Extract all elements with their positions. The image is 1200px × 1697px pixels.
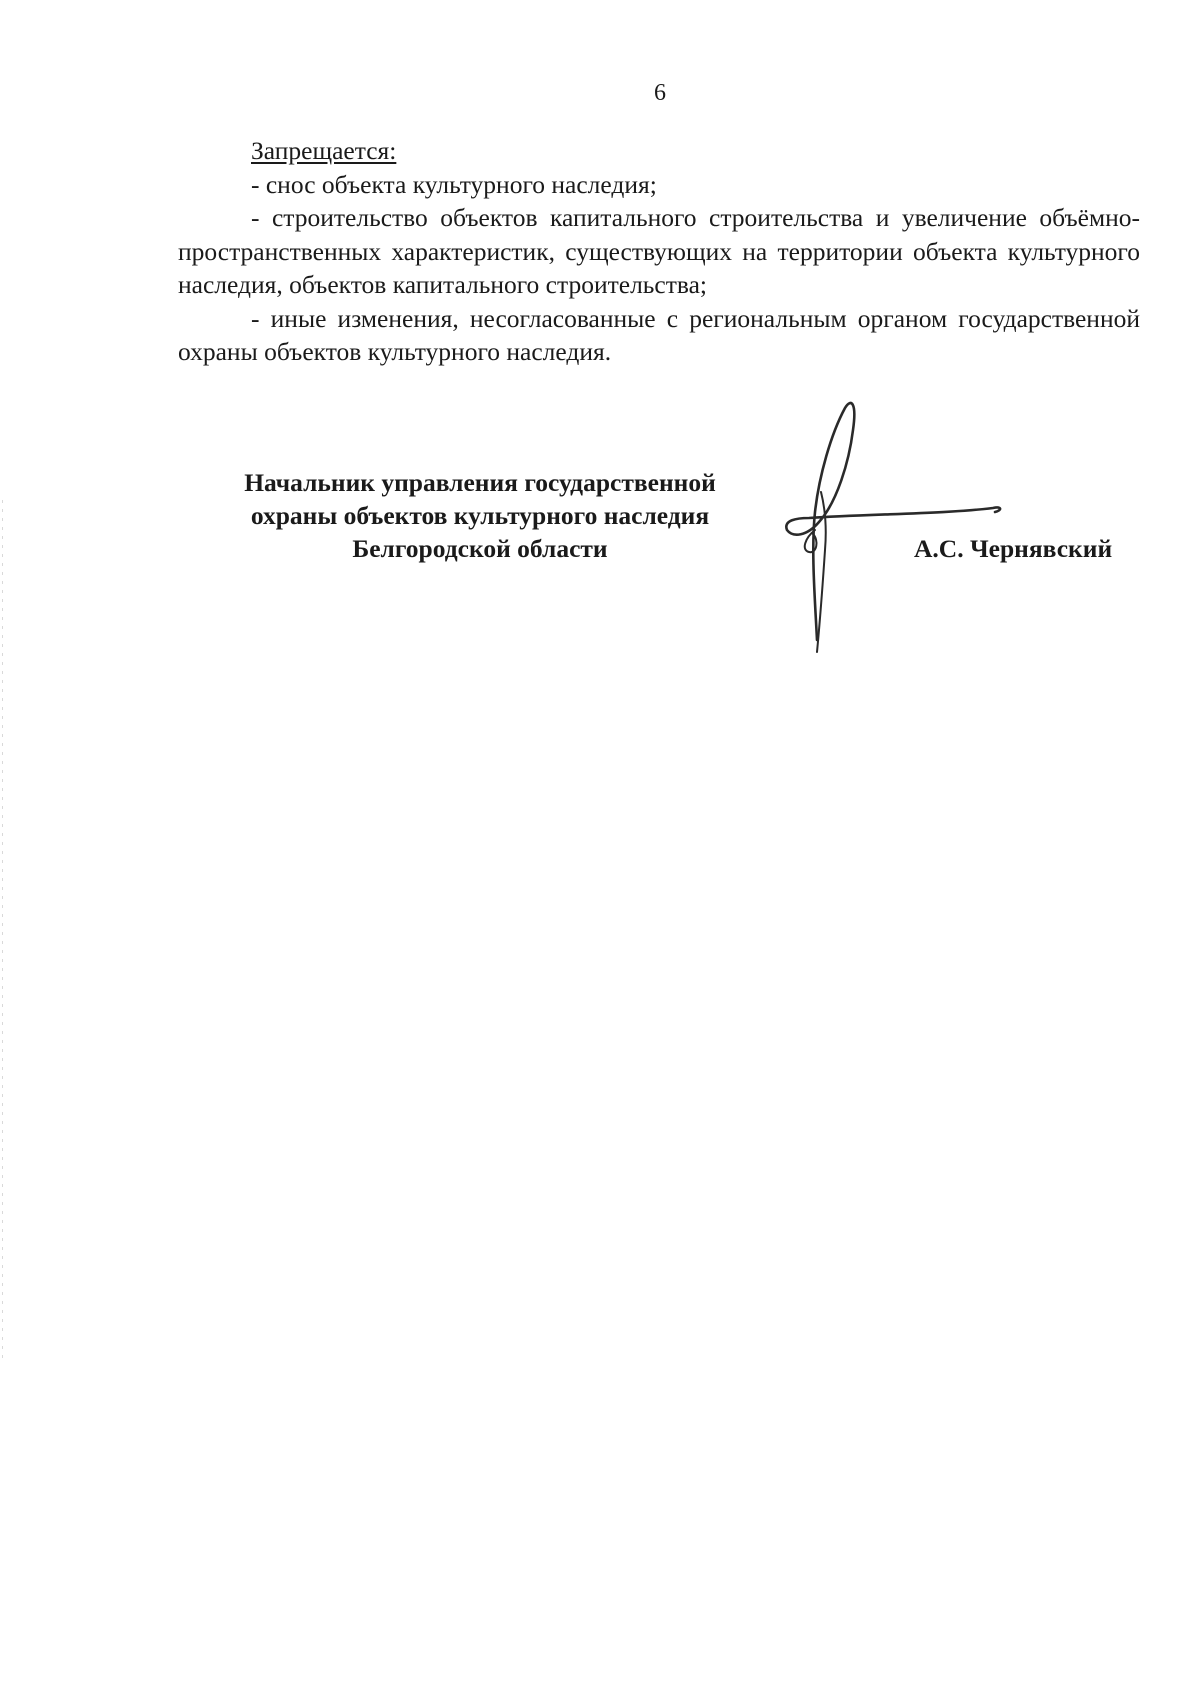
handwritten-signature — [745, 390, 1025, 660]
prohibition-item: - иные изменения, несогласованные с региональным органом государственной охраны объектов культурного наследия. — [178, 303, 1140, 366]
page-number: 6 — [654, 80, 666, 106]
signatory-position — [180, 466, 780, 565]
signatory-name: А.С. Чернявский — [914, 534, 1113, 563]
scan-edge-artifact — [2, 500, 3, 1360]
document-body — [178, 134, 1140, 369]
prohibition-item: - строительство объектов капитального строительства и увеличение объёмно-пространственных характеристик, существующих на территории объекта культурного наследия, объектов капитального строительства; — [178, 203, 1140, 299]
section-heading: Запрещается: — [251, 136, 397, 165]
position-line: Белгородской области — [352, 534, 608, 563]
position-line: Начальник управления государственной — [244, 468, 716, 497]
prohibition-item: - снос объекта культурного наследия; — [251, 169, 657, 199]
position-line: охраны объектов культурного наследия — [250, 501, 710, 530]
